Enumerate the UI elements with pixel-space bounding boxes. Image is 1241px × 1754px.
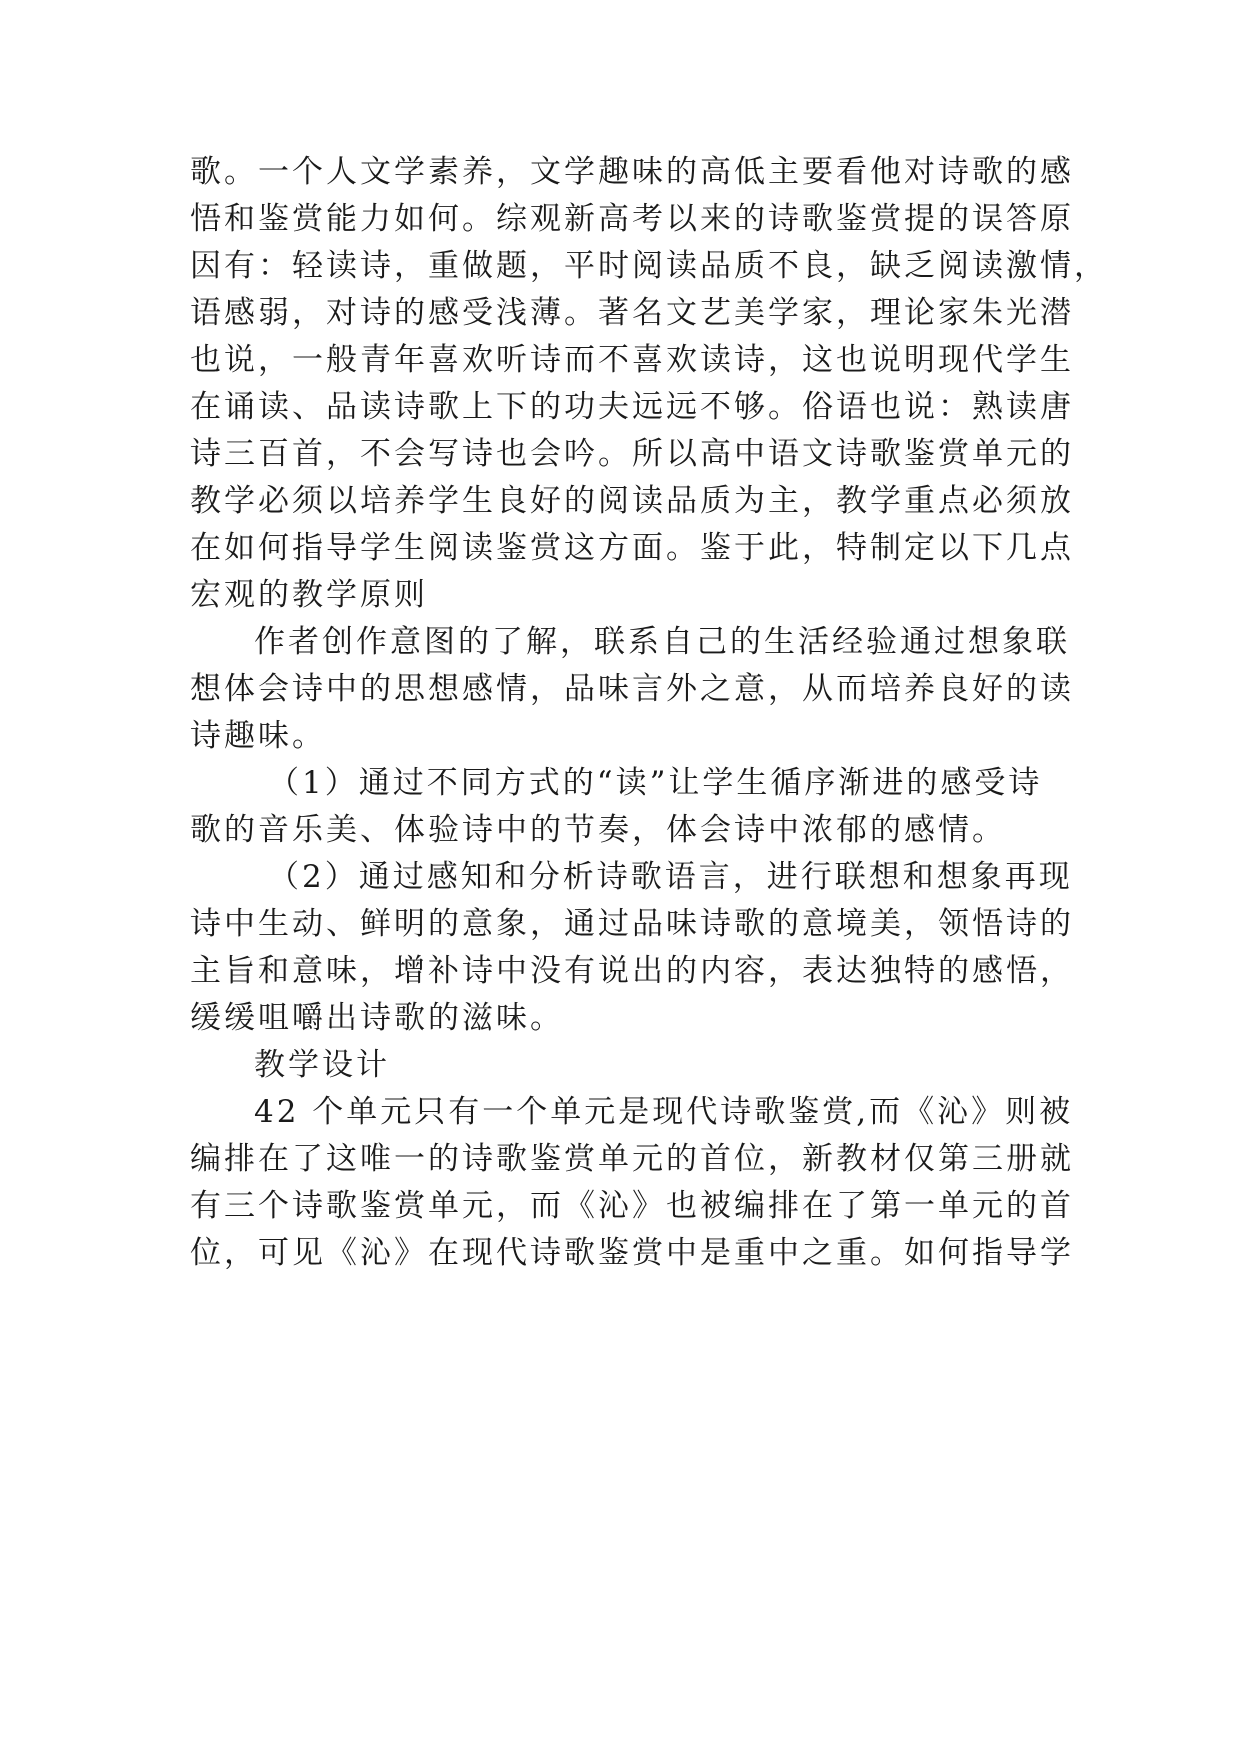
text-line: 教学必须以培养学生良好的阅读品质为主，教学重点必须放 [190,483,1074,519]
text-line: 宏观的教学原则 [190,577,428,613]
text-line: 诗趣味。 [190,718,326,754]
text-line: 编排在了这唯一的诗歌鉴赏单元的首位，新教材仅第三册就 [190,1141,1074,1177]
text-line: 歌。一个人文学素养，文学趣味的高低主要看他对诗歌的感 [190,154,1074,190]
text-line: 歌的音乐美、体验诗中的节奏，体会诗中浓郁的感情。 [190,812,1006,848]
text-line: 语感弱，对诗的感受浅薄。著名文艺美学家，理论家朱光潜 [190,295,1074,331]
text-line: 诗三百首，不会写诗也会吟。所以高中语文诗歌鉴赏单元的 [190,436,1074,472]
text-line: 想体会诗中的思想感情，品味言外之意，从而培养良好的读 [190,671,1074,707]
paragraph-first-line: 42 个单元只有一个单元是现代诗歌鉴赏,而《沁》则被 [254,1094,1074,1130]
section-heading: 教学设计 [254,1047,390,1083]
text-line: 因有：轻读诗，重做题，平时阅读品质不良，缺乏阅读激情， [190,248,1108,284]
text-line: 主旨和意味，增补诗中没有说出的内容，表达独特的感悟， [190,953,1074,989]
text-line: 也说，一般青年喜欢听诗而不喜欢读诗，这也说明现代学生 [190,342,1074,378]
text-line: 有三个诗歌鉴赏单元，而《沁》也被编排在了第一单元的首 [190,1188,1074,1224]
text-line: 在诵读、品读诗歌上下的功夫远远不够。俗语也说：熟读唐 [190,389,1074,425]
paragraph-first-line: 作者创作意图的了解，联系自己的生活经验通过想象联 [254,624,1070,660]
text-line: 缓缓咀嚼出诗歌的滋味。 [190,1000,564,1036]
list-item-1: （1）通过不同方式的“读”让学生循序渐进的感受诗 [268,765,1043,801]
text-line: 诗中生动、鲜明的意象，通过品味诗歌的意境美，领悟诗的 [190,906,1074,942]
list-item-2: （2）通过感知和分析诗歌语言，进行联想和想象再现 [268,859,1073,895]
text-line: 位，可见《沁》在现代诗歌鉴赏中是重中之重。如何指导学 [190,1235,1074,1271]
text-line: 悟和鉴赏能力如何。综观新高考以来的诗歌鉴赏提的误答原 [190,201,1074,237]
text-line: 在如何指导学生阅读鉴赏这方面。鉴于此，特制定以下几点 [190,530,1074,566]
